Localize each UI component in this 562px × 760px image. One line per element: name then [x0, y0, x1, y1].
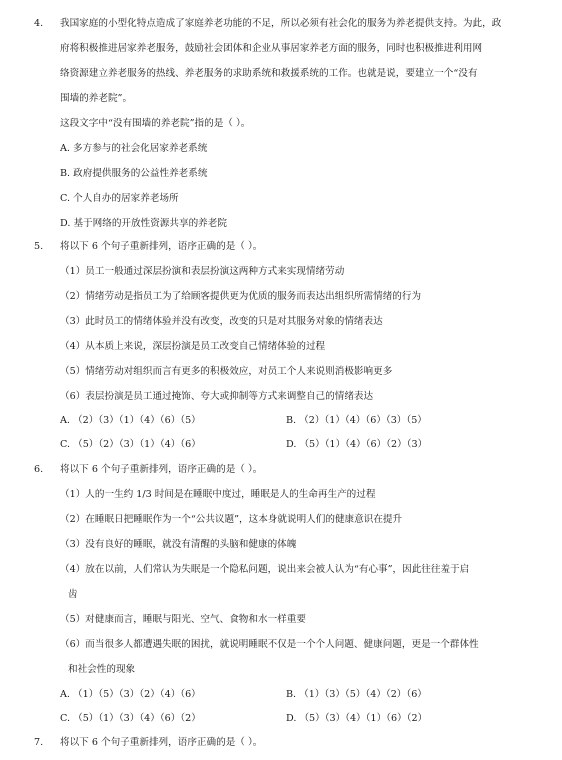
sentence-5: （5）对健康而言，睡眠与阳光、空气、食物和水一样重要 [60, 614, 306, 625]
option-b: B. （1）（3）（5）（4）（2）（6） [286, 689, 427, 700]
question-number: 7. [34, 737, 44, 748]
passage-line: 围墙的养老院”。 [60, 93, 133, 104]
sentence-2: （2）情绪劳动是指员工为了给顾客提供更为优质的服务而表达出组织所需情绪的行为 [60, 291, 422, 302]
option-a: A. （1）（5）（3）（2）（4）（6） [60, 689, 201, 700]
question-prompt: 将以下 6 个句子重新排列，语序正确的是（ ）。 [60, 737, 263, 748]
option-a: A. 多方参与的社会化居家养老系统 [60, 143, 208, 154]
sentence-2: （2）在睡眠日把睡眠作为一个“公共议题”，这本身就说明人们的健康意识在提升 [60, 514, 403, 525]
question-number: 5. [34, 241, 44, 252]
option-d: D. （5）（1）（4）（6）（2）（3） [286, 439, 428, 450]
question-prompt: 将以下 6 个句子重新排列，语序正确的是（ ）。 [60, 464, 263, 475]
sentence-1: （1）人的一生约 1/3 时间是在睡眠中度过，睡眠是人的生命再生产的过程 [60, 489, 376, 500]
sentence-1: （1）员工一般通过深层扮演和表层扮演这两种方式来实现情绪劳动 [60, 266, 345, 277]
sentence-3: （3）此时员工的情绪体验并没有改变，改变的只是对其服务对象的情绪表达 [60, 316, 383, 327]
option-b: B. （2）（1）（4）（6）（3）（5） [286, 415, 427, 426]
sentence-5: （5）情绪劳动对组织而言有更多的积极效应，对员工个人来说则消极影响更多 [60, 366, 393, 377]
question-prompt: 将以下 6 个句子重新排列，语序正确的是（ ）。 [60, 241, 263, 252]
passage-line: 我国家庭的小型化特点造成了家庭养老功能的不足，所以必须有社会化的服务为养老提供支持。为此，政 [60, 18, 502, 29]
option-c: C. 个人自办的居家养老场所 [60, 193, 179, 204]
option-c: C. （5）（2）（3）（1）（4）（6） [60, 439, 201, 450]
question-number: 6. [34, 464, 44, 475]
sentence-6: （6）表层扮演是员工通过掩饰、夸大或抑制等方式来调整自己的情绪表达 [60, 391, 374, 402]
question-prompt: 这段文字中“没有围墙的养老院”指的是（ ）。 [60, 118, 251, 129]
sentence-6: （6）而当很多人都遭遇失眠的困扰，就说明睡眠不仅是一个个人问题、健康问题，更是一个群体性 [60, 639, 479, 650]
sentence-6-continuation: 和社会性的现象 [68, 664, 136, 675]
option-d: D. （5）（3）（4）（1）（6）（2） [286, 713, 428, 724]
sentence-4: （4）放在以前，人们常认为失眠是一个隐私问题，说出来会被人认为“有心事”，因此往往羞于启 [60, 564, 470, 575]
sentence-4-continuation: 齿 [68, 589, 78, 600]
option-b: B. 政府提供服务的公益性养老系统 [60, 168, 208, 179]
option-c: C. （5）（1）（3）（4）（6）（2） [60, 713, 201, 724]
passage-line: 府将积极推进居家养老服务，鼓励社会团体和企业从事居家养老方面的服务，同时也积极推进利用网 [60, 43, 483, 54]
passage-line: 络资源建立养老服务的热线、养老服务的求助系统和救援系统的工作。也就是说，要建立一个“没有 [60, 68, 478, 79]
sentence-3: （3）没有良好的睡眠，就没有清醒的头脑和健康的体魄 [60, 539, 297, 550]
option-a: A. （2）（3）（1）（4）（6）（5） [60, 415, 201, 426]
option-d: D. 基于网络的开放性资源共享的养老院 [60, 218, 227, 229]
sentence-4: （4）从本质上来说，深层扮演是员工改变自己情绪体验的过程 [60, 341, 326, 352]
question-number: 4. [34, 18, 44, 29]
